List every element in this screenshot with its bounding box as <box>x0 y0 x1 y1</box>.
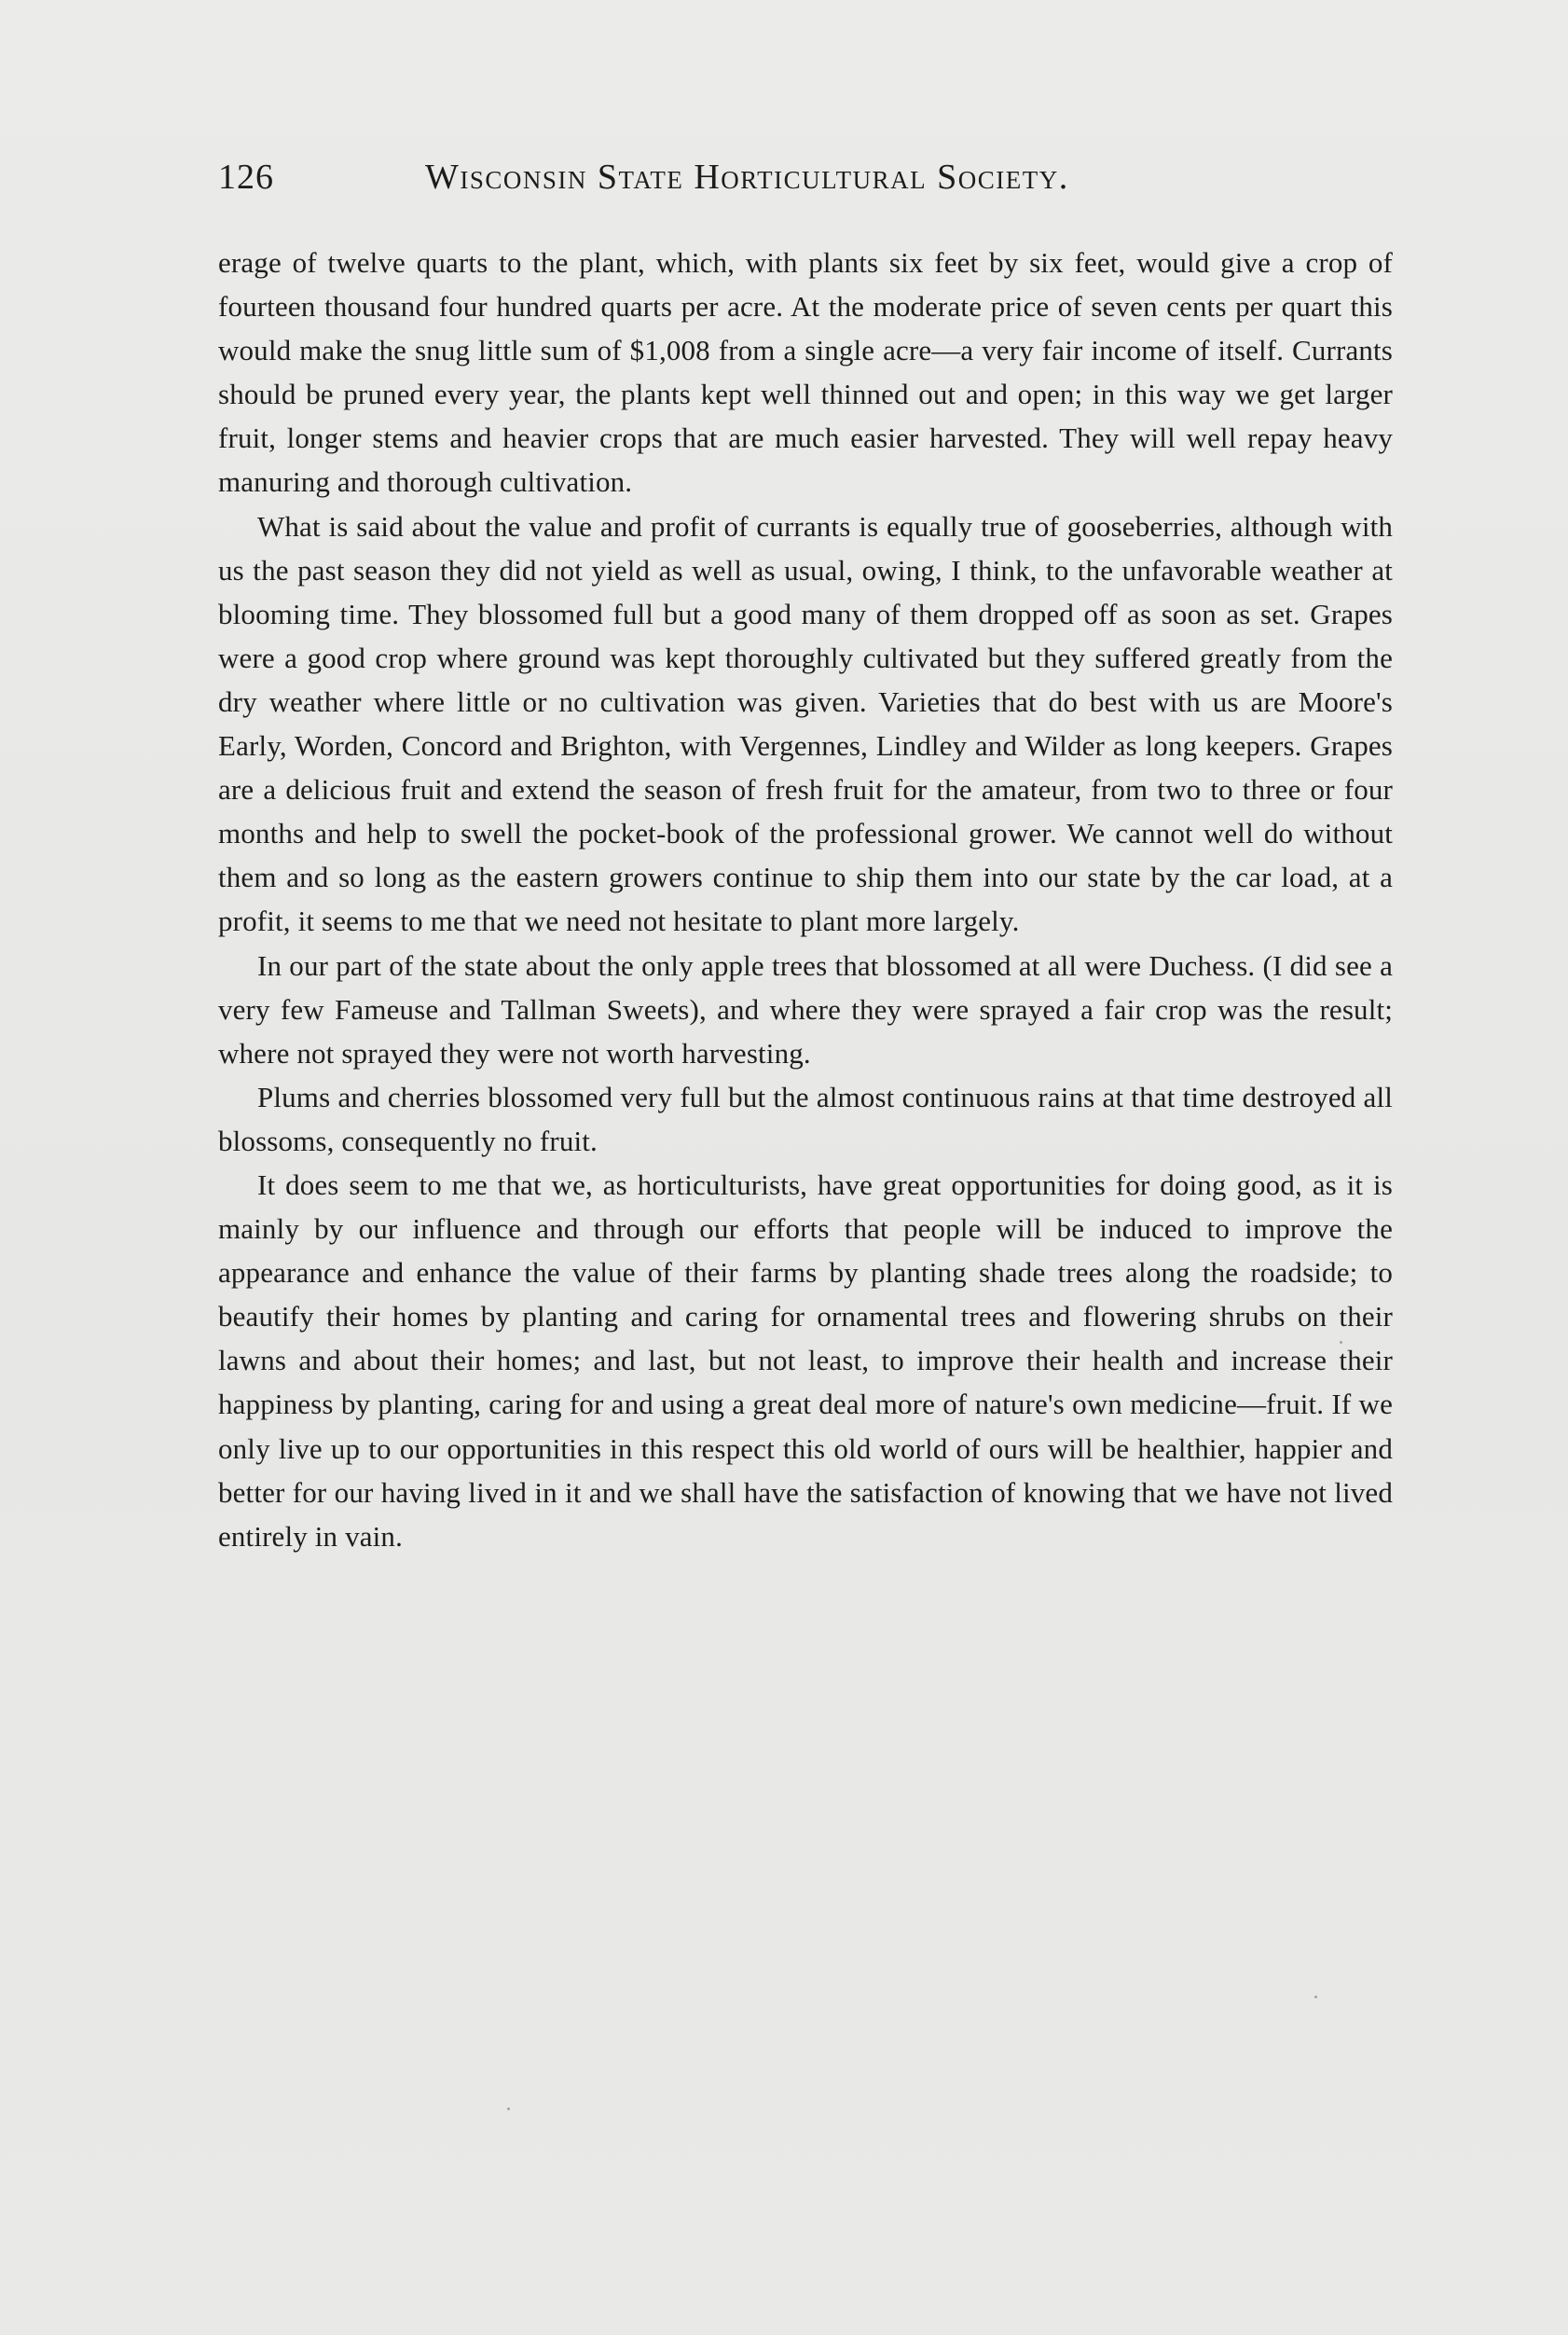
body-text <box>218 241 1393 1558</box>
paragraph-plums-cherries: Plums and cherries blossomed very full but the almost continuous rains at that time destroyed all blossoms, consequently no fruit. <box>218 1080 1393 1157</box>
paragraph-horticultural-opportunities: It does seem to me that we, as horticulturists, have great opportunities for doing good, as it is mainly by our influence and through our efforts that people will be induced to improve the appearance and enhance the value of their farms by planting shade trees along the roadside; to beautify their homes by planting and caring for ornamental trees and flowering shrubs on their lawns and about their homes; and last, but not least, to improve their health and increase their happiness by planting, caring for and using a great deal more of nature's own medicine—fruit. If we only live up to our opportunities in this respect this old world of ours will be healthier, happier and better for our having lived in it and we shall have the satisfaction of knowing that we have not lived entirely in vain. <box>218 1168 1393 1553</box>
running-head <box>218 157 1206 198</box>
paragraph-gooseberries-grapes: What is said about the value and profit of currants is equally true of gooseberries, although with us the past season they did not yield as well as usual, owing, I think, to the unfavorable weather at blooming time. They blossomed full but a good many of them dropped off as soon as set. Grapes were a good crop where ground was kept thoroughly cultivated but they suffered greatly from the dry weather where little or no cultivation was given. Varieties that do best with us are Moore's Early, Worden, Concord and Brighton, with Vergennes, Lindley and Wilder as long keepers. Grapes are a delicious fruit and extend the season of fresh fruit for the amateur, from two to three or four months and help to swell the pocket-book of the professional grower. We cannot well do without them and so long as the eastern growers continue to ship them into our state by the car load, at a profit, it seems to me that we need not hesitate to plant more largely. <box>218 509 1393 938</box>
running-title: Wisconsin State Horticultural Society. <box>425 158 1069 197</box>
paper-speck <box>1340 1341 1342 1344</box>
paragraph-currants-continued: erage of twelve quarts to the plant, which, with plants six feet by six feet, would give a crop of fourteen thousand four hundred quarts per acre. At the moderate price of seven cents per quart this would make the snug little sum of $1,008 from a single acre—a very fair income of itself. Currants should be pruned every year, the plants kept well thinned out and open; in this way we get larger fruit, longer stems and heavier crops that are much easier harvested. They will well repay heavy manuring and thorough cultivation. <box>218 246 1393 499</box>
paragraph-apple-trees: In our part of the state about the only apple trees that blossomed at all were Duchess. (I did see a very few Fameuse and Tallman Sweets), and where they were sprayed a fair crop was the result; where not sprayed they were not worth harvesting. <box>218 948 1393 1070</box>
paper-speck <box>1314 1996 1317 1998</box>
paper-speck <box>507 2107 510 2110</box>
page-number: 126 <box>218 158 274 197</box>
